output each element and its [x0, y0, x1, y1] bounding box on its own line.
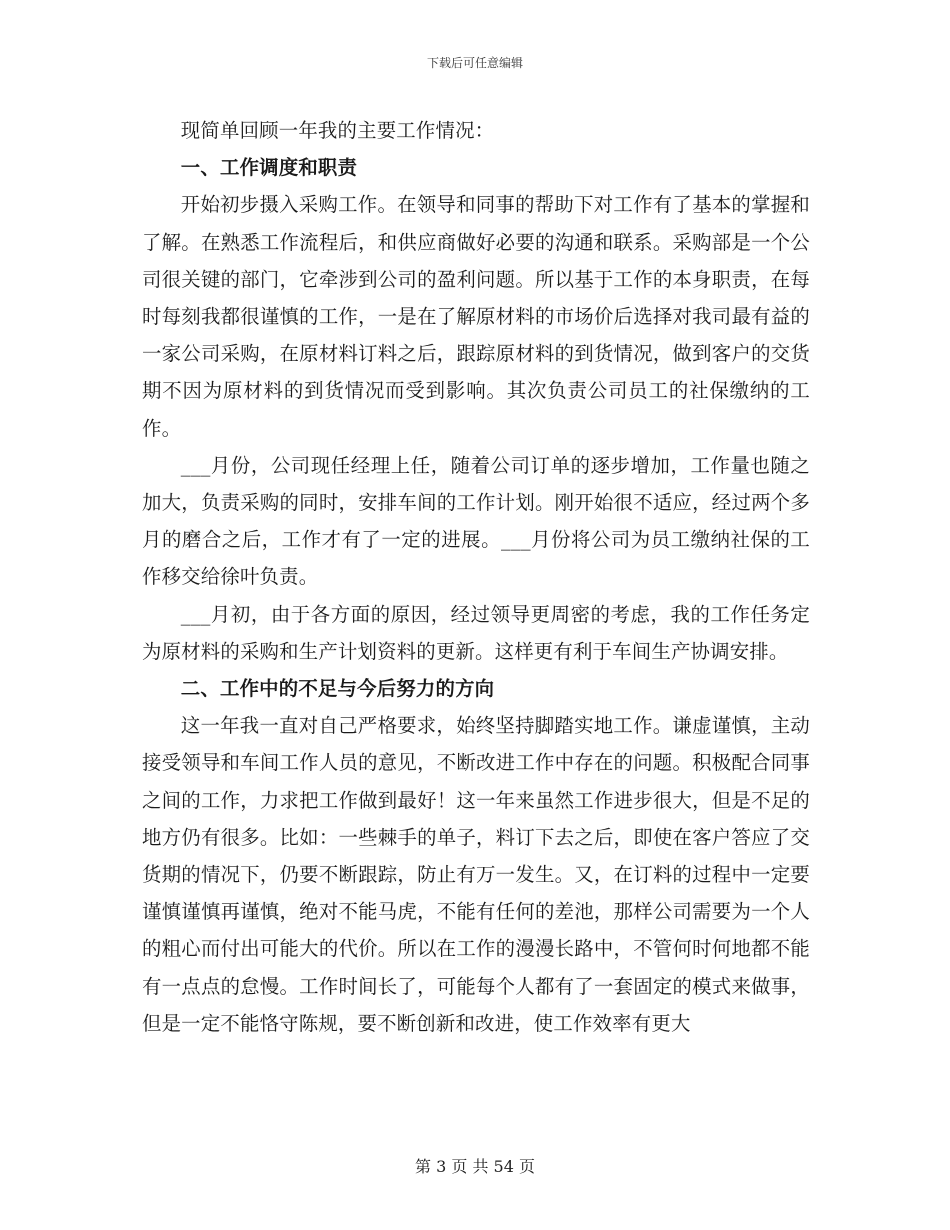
- paragraph-task-assignment: ___月初，由于各方面的原因，经过领导更周密的考虑，我的工作任务定为原材料的采购和生产计划资料的更新。这样更有利于车间生产协调安排。: [142, 602, 810, 663]
- paragraph-shortcomings: 这一年我一直对自己严格要求，始终坚持脚踏实地工作。谦虚谨慎，主动接受领导和车间工作人员的意见，不断改进工作中存在的问题。积极配合同事之间的工作，力求把工作做到最好！这一年来虽然工作进步很大，但是不足的地方仍有很多。比如：一些棘手的单子，料订下去之后，即使在客户答应了交货期的情况下，仍要不断跟踪，防止有万一发生。又，在订料的过程中一定要谨慎谨慎再谨慎，绝对不能马虎，不能有任何的差池，那样公司需要为一个人的粗心而付出可能大的代价。所以在工作的漫漫长路中，不管何时何地都不能有一点点的怠慢。工作时间长了，可能每个人都有了一套固定的模式来做事，但是一定不能恪守陈规，要不断创新和改进，使工作效率有更大: [142, 714, 810, 1035]
- section-heading-duties: 一、工作调度和职责: [180, 156, 358, 180]
- paragraph-duties: 开始初步摄入采购工作。在领导和同事的帮助下对工作有了基本的掌握和了解。在熟悉工作流程后，和供应商做好必要的沟通和联系。采购部是一个公司很关键的部门，它牵涉到公司的盈利问题。所以基于工作的本身职责，在每时每刻我都很谨慎的工作，一是在了解原材料的市场价后选择对我司最有益的一家公司采购，在原材料订料之后，跟踪原材料的到货情况，做到客户的交货期不因为原材料的到货情况而受到影响。其次负责公司员工的社保缴纳的工作。: [142, 193, 810, 440]
- document-body: [142, 112, 810, 1042]
- paragraph-manager-change: ___月份，公司现任经理上任，随着公司订单的逐步增加，工作量也随之加大，负责采购的同时，安排车间的工作计划。刚开始很不适应，经过两个多月的磨合之后，工作才有了一定的进展。___月份将公司为员工缴纳社保的工作移交给徐叶负责。: [142, 453, 810, 589]
- header-note: 下载后可任意编辑: [426, 56, 523, 70]
- section-heading-shortcomings: 二、工作中的不足与今后努力的方向: [180, 677, 495, 701]
- page-number-footer: 第 3 页 共 54 页: [415, 1157, 535, 1176]
- intro-paragraph: 现简单回顾一年我的主要工作情况：: [180, 119, 495, 142]
